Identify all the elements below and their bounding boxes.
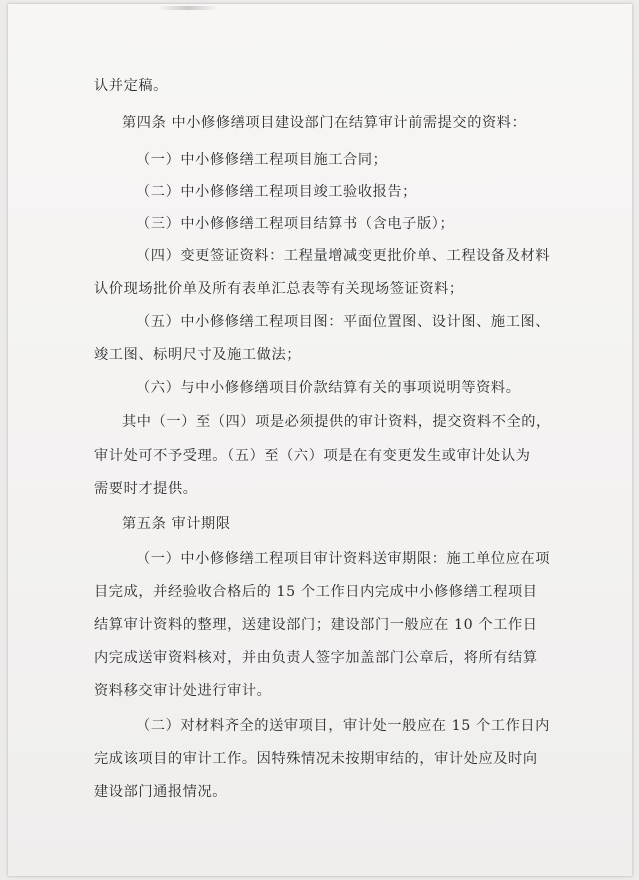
- article-5-item-1-cont-1: 目完成，并经验收合格后的 15 个工作日内完成中小修修缮工程项目: [94, 584, 538, 600]
- article-4-item-6: （六）与中小修修缮项目价款结算有关的事项说明等资料。: [136, 380, 521, 396]
- article-5-item-1: （一）中小修修缮工程项目审计资料送审期限：施工单位应在项: [136, 551, 551, 567]
- article-5-item-1-cont-3: 内完成送审资料核对，并由负责人签字加盖部门公章后，将所有结算: [94, 650, 538, 666]
- article-5-item-2-cont-2: 建设部门通报情况。: [94, 784, 228, 800]
- article-5-item-1-cont-2: 结算审计资料的整理，送建设部门；建设部门一般应在 10 个工作日: [94, 617, 538, 633]
- line-1-conclusion: 认并定稿。: [94, 78, 168, 94]
- article-4-item-4-cont: 认价现场批价单及所有表单汇总表等有关现场签证资料；: [94, 281, 464, 297]
- article-4-item-2: （二）中小修修缮工程项目竣工验收报告；: [136, 184, 417, 200]
- article-4-item-3: （三）中小修修缮工程项目结算书（含电子版）；: [136, 216, 455, 232]
- article-4-note-cont-2: 需要时才提供。: [94, 481, 198, 497]
- article-5-item-2-cont-1: 完成该项目的审计工作。因特殊情况未按期审结的，审计处应及时向: [94, 751, 538, 767]
- article-4-item-5-cont: 竣工图、标明尺寸及施工做法；: [94, 347, 302, 363]
- article-4-note: 其中（一）至（四）项是必须提供的审计资料，提交资料不全的，: [122, 414, 551, 430]
- article-4-note-cont-1: 审计处可不予受理。（五）至（六）项是在有变更发生或审计处认为: [94, 448, 531, 464]
- article-5-item-2: （二）对材料齐全的送审项目，审计处一般应在 15 个工作日内: [136, 718, 550, 734]
- scan-artifact: [158, 6, 218, 10]
- article-5-heading: 第五条 审计期限: [122, 516, 231, 532]
- article-4-item-5: （五）中小修修缮工程项目图：平面位置图、设计图、施工图、: [136, 314, 551, 330]
- article-4-heading: 第四条 中小修修缮项目建设部门在结算审计前需提交的资料：: [122, 115, 527, 131]
- document-page: [8, 4, 632, 876]
- article-4-item-1: （一）中小修修缮工程项目施工合同；: [136, 152, 388, 168]
- article-4-item-4: （四）变更签证资料：工程量增减变更批价单、工程设备及材料: [136, 248, 551, 264]
- article-5-item-1-cont-4: 资料移交审计处进行审计。: [94, 683, 272, 699]
